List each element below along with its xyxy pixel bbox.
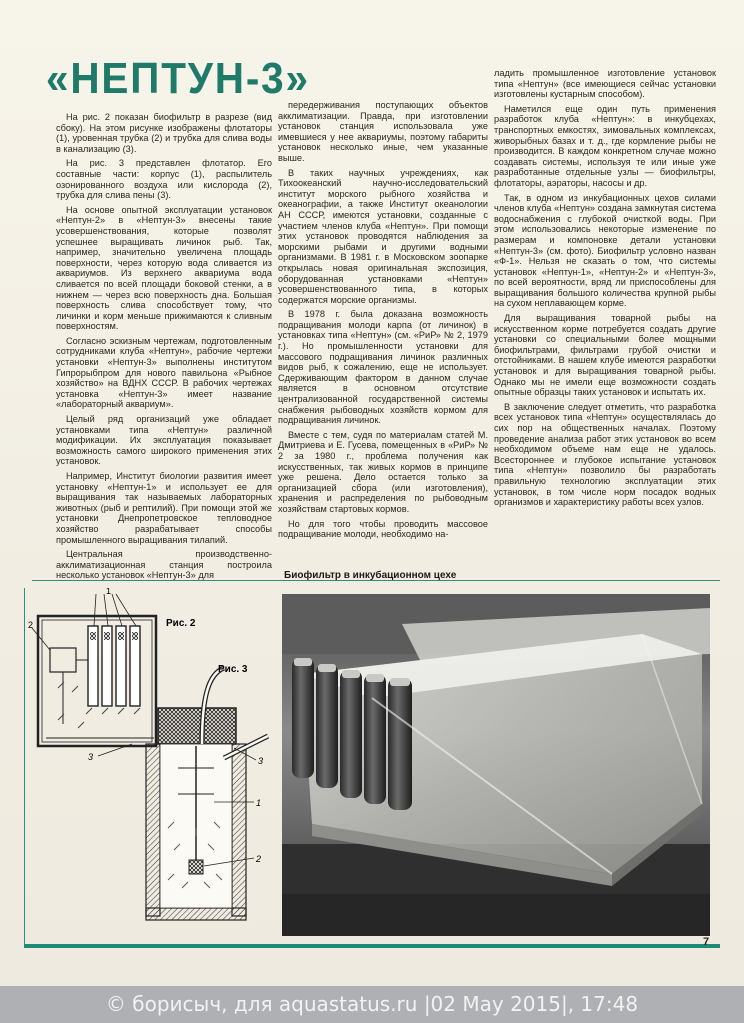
photo-caption: Биофильтр в инкубационном цехе: [284, 570, 457, 581]
paragraph: Например, Институт биологии развития имеет установку «Нептун-1» и использует ее для выращивания так называемых лабораторных животных (рыб и рептилий). При помощи этой же установки Днепропетровское тепловодное хозяйство разрабатывает способы промышленного выращивания тилапий.: [56, 471, 272, 545]
paragraph: Но для того чтобы проводить массовое подращивание молоди, необходимо на-: [278, 518, 488, 540]
footer-rule: [24, 944, 720, 948]
page-number: 7: [703, 936, 710, 948]
text-column-3: [494, 68, 716, 578]
paragraph: передерживания поступающих объектов акклиматизации. Правда, при изготовлении установок станция использовала уже имевшиеся у нее аквариумы, поэтому габариты установок несколько иные, чем указанные выше.: [278, 100, 488, 163]
paragraph: Для выращивания товарной рыбы на искусственном корме потребуется создать другие установки со специальными более мощными биофильтрами, фильтрами грубой очистки и отстойниками. В нашем клубе имеются разработки установок и для выращивания товарной рыбы. Однако мы не имели еще возможности создать опытные образцы таких установок и испытать их.: [494, 313, 716, 398]
fig3-callout-3: 3: [258, 756, 264, 766]
paragraph: В 1978 г. была доказана возможность подращивания молоди карпа (от личинок) в установках типа «Нептун» (см. «РиР» № 2, 1979 г.). Но промышленности установки для массового подращивания личинок различных видов рыб, к сожалению, еще не использует. Сдерживающим фактором в данном случае является в основном отсутствие централизованной государственной системы снабжения рыбоводных хозяйств кормом для подращивания личинок.: [278, 309, 488, 426]
figure-3-drawing: [146, 668, 268, 920]
fig3-callout-2: 2: [256, 854, 262, 864]
fig3-label: Рис. 3: [218, 664, 248, 675]
paragraph: Вместе с тем, судя по материалам статей М. Дмитриева и Е. Гусева, помещенных в «РиР» № 2 за 1980 г., проблема получения как искусственных, так живых кормов в принципе уже решена. Дело остается только за организацией сбора (или изготовления), хранения и распределения по рыбоводным хозяйствам стартовых кормов.: [278, 429, 488, 514]
technical-diagram: [28, 588, 272, 940]
paragraph: Согласно эскизным чертежам, подготовленным сотрудниками клуба «Нептун», рабочие чертежи установки «Нептун-3» выполнены институтом Гипрорыбпром для нового павильона «Рыбное хозяйство» на ВДНХ СССР. В рабочих чертежах установка «Нептун-3» имеет название «лабораторный аквариум».: [56, 335, 272, 410]
paragraph: На основе опытной эксплуатации установок «Нептун-2» в «Нептун-3» внесены такие усовершенствования, которые позволят успешнее выращивать личинок рыб. Так, например, значительно увеличена площадь поверхности, через которую вода сливается из аквариумов. Из верхнего аквариума вода сливается по всей площади боковой стенки, а в нижнем — через всю поверхность дна. Большая поверхность слива способствует тому, что личинки и корм меньше прижимаются к сливным поверхностям.: [56, 204, 272, 332]
paragraph: В таких научных учреждениях, как Тихоокеанский научно-исследовательский институт морского рыбного хозяйства и океанографии, а также Институт океанологии АН СССР, имеются установки, созданные с участием членов клуба «Нептун». При помощи этих установок проводятся наблюдения за морскими рыбами и другими водными организмами. В 1981 г. в Московском зоопарке открылась новая оригинальная экспозиция, оборудованная установками «Нептун» усовершенствованного типа, в которых содержатся морские организмы.: [278, 167, 488, 305]
article-title: «НЕПТУН-3»: [46, 54, 310, 103]
paragraph: Центральная производственно-акклиматизационная станция построила несколько установок «Нептун-3» для: [56, 549, 272, 581]
fig2-callout-2: 2: [28, 620, 34, 630]
fig2-label: Рис. 2: [166, 618, 196, 629]
paragraph: На рис. 2 показан биофильтр в разрезе (вид сбоку). На этом рисунке изображены флотаторы (1), уровенная трубка (2) и трубка для слива воды в канализацию (3).: [56, 112, 272, 154]
paragraph: На рис. 3 представлен флотатор. Его составные части: корпус (1), распылитель озонированного воздуха или кислорода (2), трубка для слива пены (3).: [56, 158, 272, 201]
fig3-callout-1: 1: [256, 798, 262, 808]
paragraph: В заключение следует отметить, что разработка всех установок типа «Нептун» осуществлялась до сих пор на общественных началах. Поэтому проведение анализа работ этих установок во всем необходимом объеме нам еще не удалось. Всестороннее и глубокое испытание установок типа «Нептун» позволило бы разработать правильную технологию эксплуатации этих установок, в том числе норм посадок водных организмов и характеристику работы всех узлов.: [494, 401, 716, 508]
paragraph: Так, в одном из инкубационных цехов силами членов клуба «Нептун» создана замкнутая система водоснабжения с глубокой очисткой воды. При этом использовались некоторые изменение по размерам и компоновке детали установки «Нептун-3» (см. фото). Биофильтр условно назван «Ф-1». Нельзя не сказать о том, что системы установок «Нептун-1», «Нептун-2» и «Нептун-3», по всей вероятности, вряд ли приспособлены для выращивания большого количества крупной рыбы на сухом неплавающем корме.: [494, 192, 716, 309]
left-border-line: [24, 588, 25, 944]
text-column-2: [278, 100, 488, 562]
figure-2-drawing: [32, 594, 156, 756]
biofilter-photo: [282, 594, 710, 936]
paragraph: Наметился еще один путь применения разработок клуба «Нептун»: в инкубцехах, транспортных емкостях, зимовальных комплексах, живорыбных базах и т. д., где кормление рыбы не производится. В каждом конкретном случае можно создавать системы, используя те или иные уже разработанные отдельные узлы — биофильтры, флотаторы, аэраторы, насосы и др.: [494, 103, 716, 188]
fig2-callout-1: 1: [106, 588, 112, 596]
text-column-1: [56, 112, 272, 582]
paragraph: Целый ряд организаций уже обладает установками типа «Нептун» различной модификации. Их эксплуатация показывает возможность самого широкого применения этих установок.: [56, 414, 272, 467]
paragraph: ладить промышленное изготовление установок типа «Нептун» (все имеющиеся сейчас установки изготовлены кустарным способом).: [494, 68, 716, 100]
fig2-callout-3: 3: [88, 752, 94, 762]
watermark-bar: © борисыч, для aquastatus.ru |02 May 2015|, 17:48: [0, 986, 744, 1023]
